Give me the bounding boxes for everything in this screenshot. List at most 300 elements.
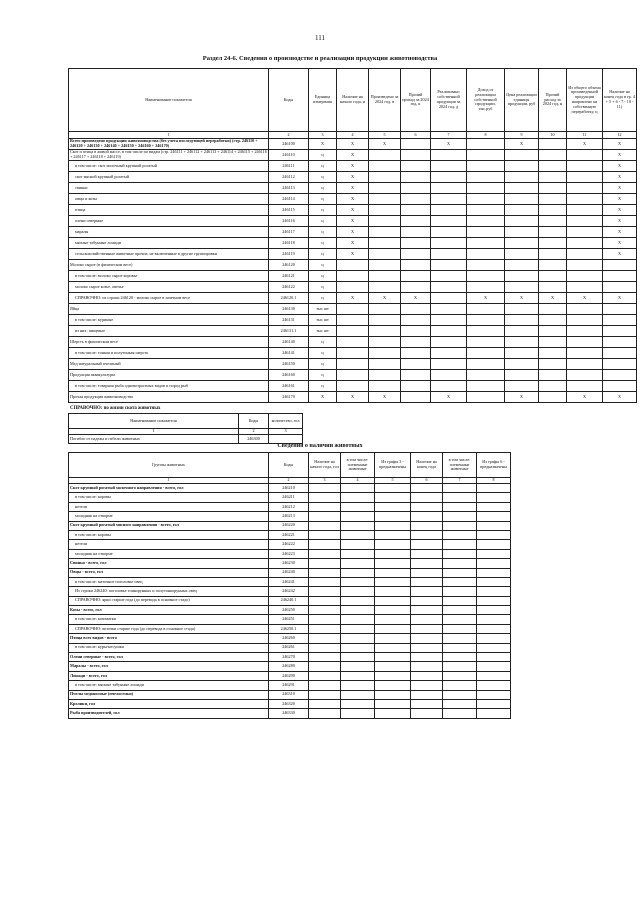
- table-cell: [443, 690, 477, 699]
- table-cell: [603, 381, 637, 392]
- table-cell: [309, 643, 341, 652]
- table-cell: [567, 348, 603, 359]
- table-cell: [477, 690, 511, 699]
- row-label: сельскохозяйственные животные прочие, не включенные в другие группировки: [69, 249, 269, 260]
- table-cell: [443, 662, 477, 671]
- table-cell: [539, 392, 567, 403]
- table-cell: [375, 587, 411, 596]
- table-cell: [309, 681, 341, 690]
- table-cell: [337, 381, 369, 392]
- table-cell: [443, 653, 477, 662]
- table-cell: X: [431, 392, 467, 403]
- table-cell: [567, 260, 603, 271]
- table-cell: X: [603, 293, 637, 304]
- column-header: Коды: [269, 69, 309, 132]
- table-cell: [431, 194, 467, 205]
- row-code: 246290: [269, 671, 309, 680]
- table-row: [69, 615, 511, 624]
- table-cell: [341, 559, 375, 568]
- column-header: Доход от реализации собственной продукции, тыс.руб: [467, 69, 505, 132]
- row-label: в том числе: товарная рыба одновозрастных видов и пород рыб: [69, 381, 269, 392]
- table-cell: [477, 493, 511, 502]
- column-number: 3: [309, 132, 337, 139]
- table-cell: [505, 304, 539, 315]
- table-cell: [309, 540, 341, 549]
- table-cell: [411, 596, 443, 605]
- table-cell: тыс шт: [309, 304, 337, 315]
- table-cell: [477, 568, 511, 577]
- table-cell: [401, 139, 431, 150]
- row-code: 246211: [269, 493, 309, 502]
- table-cell: ц: [309, 260, 337, 271]
- table-cell: [477, 671, 511, 680]
- table-cell: [375, 559, 411, 568]
- table-cell: [369, 216, 401, 227]
- table-row: [69, 512, 511, 521]
- table-cell: [401, 348, 431, 359]
- row-code: 246130: [269, 304, 309, 315]
- table-cell: [369, 326, 401, 337]
- table-cell: [401, 381, 431, 392]
- table-cell: [309, 549, 341, 558]
- row-code: 246120: [269, 260, 309, 271]
- table-row: [69, 304, 637, 315]
- table-cell: X: [337, 150, 369, 161]
- table-cell: [467, 392, 505, 403]
- row-code: 246131: [269, 315, 309, 326]
- table-cell: X: [337, 227, 369, 238]
- table-cell: [375, 615, 411, 624]
- table-cell: [411, 643, 443, 652]
- row-label: Скот и птица в живой массе, в том числе по видам (стр. 246111 + 246112 + 246113 + 246114 + 246115 + 246116 + 246117 + 246118 + 246119): [70, 149, 267, 159]
- table-cell: [341, 549, 375, 558]
- row-code: 246261: [269, 643, 309, 652]
- table-row: [69, 161, 637, 172]
- table-cell: [411, 577, 443, 586]
- table-row: [69, 293, 637, 304]
- table-cell: X: [401, 293, 431, 304]
- table-row: [69, 559, 511, 568]
- table-cell: [341, 681, 375, 690]
- table-cell: [369, 194, 401, 205]
- table-cell: [341, 530, 375, 539]
- table-cell: [369, 183, 401, 194]
- column-header: Из общего объема произведенной продукции направлено на собственную переработку, ц: [567, 69, 603, 132]
- row-label: Из строки 246240: поголовье тонкорунных и полутонкорунных овец: [69, 587, 269, 596]
- table-cell: [401, 227, 431, 238]
- table-cell: [341, 634, 375, 643]
- table-cell: [369, 359, 401, 370]
- table-cell: [401, 194, 431, 205]
- table-cell: X: [603, 139, 637, 150]
- table-cell: X: [603, 392, 637, 403]
- table-cell: [467, 238, 505, 249]
- table-cell: [375, 690, 411, 699]
- table-cell: ц: [309, 282, 337, 293]
- table-cell: [477, 709, 511, 718]
- table-cell: X: [603, 216, 637, 227]
- table-cell: [505, 161, 539, 172]
- column-header: Цена реализации единицы продукции, руб: [505, 69, 539, 132]
- row-label: Шерсть в физическом весе: [69, 337, 269, 348]
- table-cell: X: [337, 183, 369, 194]
- table-row: [69, 150, 637, 161]
- table-cell: [309, 653, 341, 662]
- row-label: в том числе: молоко сырое коровье: [69, 271, 269, 282]
- table-row: [69, 671, 511, 680]
- column-header: Наличие на конец года в гр. 4 + 5 + 6 - 7 - 10 - 11): [603, 69, 637, 132]
- table-cell: [401, 161, 431, 172]
- table-cell: [309, 484, 341, 493]
- table-row: [69, 521, 511, 530]
- column-number: 1: [69, 132, 269, 139]
- table-cell: [369, 337, 401, 348]
- row-label: в том числе: куриные: [69, 315, 269, 326]
- table-cell: [477, 512, 511, 521]
- column-header: Наименование показателя: [69, 69, 269, 132]
- column-header: Прочий расход за 2024 год, н: [539, 69, 567, 132]
- table-cell: [309, 502, 341, 511]
- table-cell: [505, 249, 539, 260]
- table-cell: [369, 172, 401, 183]
- column-header: Наличие на конец года: [411, 453, 443, 478]
- table-cell: [431, 227, 467, 238]
- row-code: 246112: [269, 172, 309, 183]
- table-cell: [337, 271, 369, 282]
- table-cell: [309, 512, 341, 521]
- table-cell: [567, 326, 603, 337]
- table-row: [69, 249, 637, 260]
- table-cell: [341, 502, 375, 511]
- table-cell: [467, 194, 505, 205]
- table-cell: ц: [309, 183, 337, 194]
- table-cell: [411, 690, 443, 699]
- table-cell: [539, 315, 567, 326]
- row-label: Погибло от падежа и гибели животных: [69, 435, 239, 444]
- column-number: 5: [369, 132, 401, 139]
- column-header: Реализовано собственной продукции за 2024 год, д: [431, 69, 467, 132]
- table-cell: [375, 596, 411, 605]
- column-header: Наличие на начало года, гол: [309, 453, 341, 478]
- table-cell: [443, 699, 477, 708]
- row-label: Молоко сырое (в физическом весе): [69, 260, 269, 271]
- table-cell: ц: [309, 238, 337, 249]
- row-label: олени северные: [69, 216, 269, 227]
- table-cell: [337, 315, 369, 326]
- table-cell: [603, 315, 637, 326]
- table-cell: ц: [309, 227, 337, 238]
- table-cell: [505, 172, 539, 183]
- row-code: 246250.1: [269, 624, 309, 633]
- table-cell: [467, 216, 505, 227]
- table-cell: X: [603, 183, 637, 194]
- table-cell: [337, 304, 369, 315]
- column-number: 6: [401, 132, 431, 139]
- table-cell: [443, 559, 477, 568]
- table-cell: [477, 699, 511, 708]
- table-cell: [539, 216, 567, 227]
- column-number-row: [69, 132, 637, 139]
- row-code: 246300: [239, 435, 269, 444]
- table-cell: [411, 530, 443, 539]
- table-cell: [567, 271, 603, 282]
- table-cell: [443, 624, 477, 633]
- table-cell: [375, 530, 411, 539]
- table-cell: [369, 315, 401, 326]
- table-cell: [505, 348, 539, 359]
- table-cell: X: [337, 249, 369, 260]
- table-cell: [477, 615, 511, 624]
- table-cell: ц: [309, 293, 337, 304]
- row-label: молодняк на откорме: [69, 512, 269, 521]
- row-code: 246250: [269, 606, 309, 615]
- table-cell: [309, 671, 341, 680]
- table-row: [69, 587, 511, 596]
- row-label: скот мясной крупный рогатый: [69, 172, 269, 183]
- table-cell: [505, 337, 539, 348]
- table-cell: [341, 512, 375, 521]
- table-cell: ц: [309, 161, 337, 172]
- table-cell: [369, 260, 401, 271]
- section1-title: Раздел 24-6. Сведения о производстве и реализации продукции животноводства: [202, 55, 438, 62]
- column-number: 2: [269, 132, 309, 139]
- table-cell: X: [431, 139, 467, 150]
- page-number: 111: [315, 34, 325, 42]
- row-label: в том числе: куры-несушки: [69, 643, 269, 652]
- table-cell: [431, 293, 467, 304]
- table-cell: ц: [309, 249, 337, 260]
- table-cell: [443, 577, 477, 586]
- table-cell: X: [567, 392, 603, 403]
- table-cell: [369, 348, 401, 359]
- table-cell: [603, 370, 637, 381]
- table-row: [69, 577, 511, 586]
- table-row: [69, 549, 511, 558]
- table-cell: [411, 540, 443, 549]
- table-cell: [375, 502, 411, 511]
- table-cell: [431, 348, 467, 359]
- table-cell: X: [369, 392, 401, 403]
- row-label: в том числе: коровы: [69, 493, 269, 502]
- table-row: [69, 596, 511, 605]
- table-cell: [477, 643, 511, 652]
- table-row: [69, 643, 511, 652]
- table-cell: [401, 271, 431, 282]
- row-code: 246270: [269, 653, 309, 662]
- table-cell: [567, 315, 603, 326]
- table-row: [69, 540, 511, 549]
- table-cell: [443, 540, 477, 549]
- table-cell: [505, 205, 539, 216]
- column-number: 8: [467, 132, 505, 139]
- column-number: 7: [443, 478, 477, 484]
- row-code: 246110: [269, 150, 309, 161]
- table-cell: [401, 304, 431, 315]
- table-cell: [505, 359, 539, 370]
- row-label: мясные табунные лошади: [69, 238, 269, 249]
- table-cell: [505, 227, 539, 238]
- table-cell: [375, 484, 411, 493]
- table-cell: [603, 326, 637, 337]
- table-cell: [431, 359, 467, 370]
- table-cell: [431, 238, 467, 249]
- row-code: 246291: [269, 681, 309, 690]
- row-code: 246280: [269, 662, 309, 671]
- table-cell: [443, 568, 477, 577]
- table-cell: X: [309, 139, 337, 150]
- table-row: [69, 315, 637, 326]
- column-header: Коды: [269, 453, 309, 478]
- table-cell: [375, 709, 411, 718]
- column-number: 7: [431, 132, 467, 139]
- table-cell: тыс шт: [309, 315, 337, 326]
- table-cell: [567, 205, 603, 216]
- table-cell: X: [505, 139, 539, 150]
- table-cell: [443, 606, 477, 615]
- table-row: [69, 359, 637, 370]
- table-cell: [467, 282, 505, 293]
- table-cell: [477, 662, 511, 671]
- production-table-header: [69, 69, 637, 132]
- table-cell: [411, 587, 443, 596]
- table-cell: [369, 150, 401, 161]
- table-cell: [411, 709, 443, 718]
- table-cell: [567, 194, 603, 205]
- table-row: [69, 348, 637, 359]
- table-cell: [341, 662, 375, 671]
- table-cell: X: [603, 205, 637, 216]
- table-cell: [411, 606, 443, 615]
- table-cell: X: [539, 293, 567, 304]
- table-row: [69, 227, 637, 238]
- table-cell: [401, 150, 431, 161]
- table-cell: [539, 172, 567, 183]
- table-cell: [431, 249, 467, 260]
- table-cell: ц: [309, 359, 337, 370]
- column-header: Коды: [239, 414, 269, 429]
- table-row: [69, 624, 511, 633]
- table-cell: [467, 161, 505, 172]
- table-cell: [603, 304, 637, 315]
- table-cell: [375, 643, 411, 652]
- column-header: Из графы 3 - предназначены: [375, 453, 411, 478]
- table-cell: [443, 643, 477, 652]
- table-cell: [443, 484, 477, 493]
- table-row: [69, 568, 511, 577]
- table-row: [69, 238, 637, 249]
- row-code: 246310: [269, 690, 309, 699]
- table-cell: [309, 596, 341, 605]
- table-row: [69, 484, 511, 493]
- table-cell: [467, 139, 505, 150]
- table-row: [69, 606, 511, 615]
- table-cell: [603, 337, 637, 348]
- row-code: 246114: [269, 194, 309, 205]
- row-label: Яйца: [69, 304, 269, 315]
- table-cell: [411, 624, 443, 633]
- table-cell: [411, 493, 443, 502]
- table-cell: [603, 348, 637, 359]
- table-cell: [443, 587, 477, 596]
- column-number: 2: [239, 429, 269, 435]
- table-cell: [411, 484, 443, 493]
- table-cell: [431, 183, 467, 194]
- table-cell: [375, 577, 411, 586]
- table-cell: [443, 502, 477, 511]
- table-cell: [375, 699, 411, 708]
- section2-title: Сведения о наличии животных: [277, 443, 363, 449]
- table-cell: [539, 348, 567, 359]
- table-cell: [341, 671, 375, 680]
- row-code: 246111: [269, 161, 309, 172]
- table-cell: [477, 530, 511, 539]
- table-cell: [443, 709, 477, 718]
- row-code: 246260: [269, 634, 309, 643]
- table-cell: ц: [309, 172, 337, 183]
- table-cell: [337, 282, 369, 293]
- column-number: 2: [269, 478, 309, 484]
- table-row: [69, 709, 511, 718]
- table-cell: [375, 653, 411, 662]
- row-code: 246161: [269, 381, 309, 392]
- table-cell: [477, 653, 511, 662]
- table-cell: [401, 183, 431, 194]
- table-cell: [431, 381, 467, 392]
- table-row: [69, 530, 511, 539]
- table-cell: [341, 577, 375, 586]
- table-cell: [477, 587, 511, 596]
- table-cell: [341, 615, 375, 624]
- table-cell: X: [603, 249, 637, 260]
- table-cell: [309, 530, 341, 539]
- table-cell: [375, 662, 411, 671]
- table-cell: [539, 271, 567, 282]
- row-label: Продукция аквакультуры: [69, 370, 269, 381]
- table-cell: [375, 512, 411, 521]
- table-cell: [431, 216, 467, 227]
- table-cell: [401, 260, 431, 271]
- table-cell: [539, 304, 567, 315]
- table-cell: [467, 271, 505, 282]
- row-label: овцы и козы: [69, 194, 269, 205]
- table-cell: [477, 502, 511, 511]
- table-cell: [337, 348, 369, 359]
- column-number: 11: [567, 132, 603, 139]
- column-number: 1: [69, 429, 239, 435]
- row-label: Олени северные - всего, гол: [69, 653, 269, 662]
- row-code: 246222: [269, 540, 309, 549]
- table-cell: [443, 634, 477, 643]
- row-code: 246212: [269, 502, 309, 511]
- table-cell: X: [603, 227, 637, 238]
- table-cell: [309, 606, 341, 615]
- table-cell: [401, 238, 431, 249]
- row-label: в том числе: тонкая и полутонкая шерсть: [69, 348, 269, 359]
- table-cell: [505, 271, 539, 282]
- table-cell: [431, 205, 467, 216]
- table-cell: [309, 662, 341, 671]
- table-cell: [375, 634, 411, 643]
- table-row: [69, 502, 511, 511]
- table-cell: X: [603, 194, 637, 205]
- table-cell: [431, 271, 467, 282]
- table-cell: [567, 161, 603, 172]
- table-cell: X: [309, 392, 337, 403]
- table-cell: [467, 183, 505, 194]
- table-cell: [341, 624, 375, 633]
- table-cell: [369, 381, 401, 392]
- row-code: 246117: [269, 227, 309, 238]
